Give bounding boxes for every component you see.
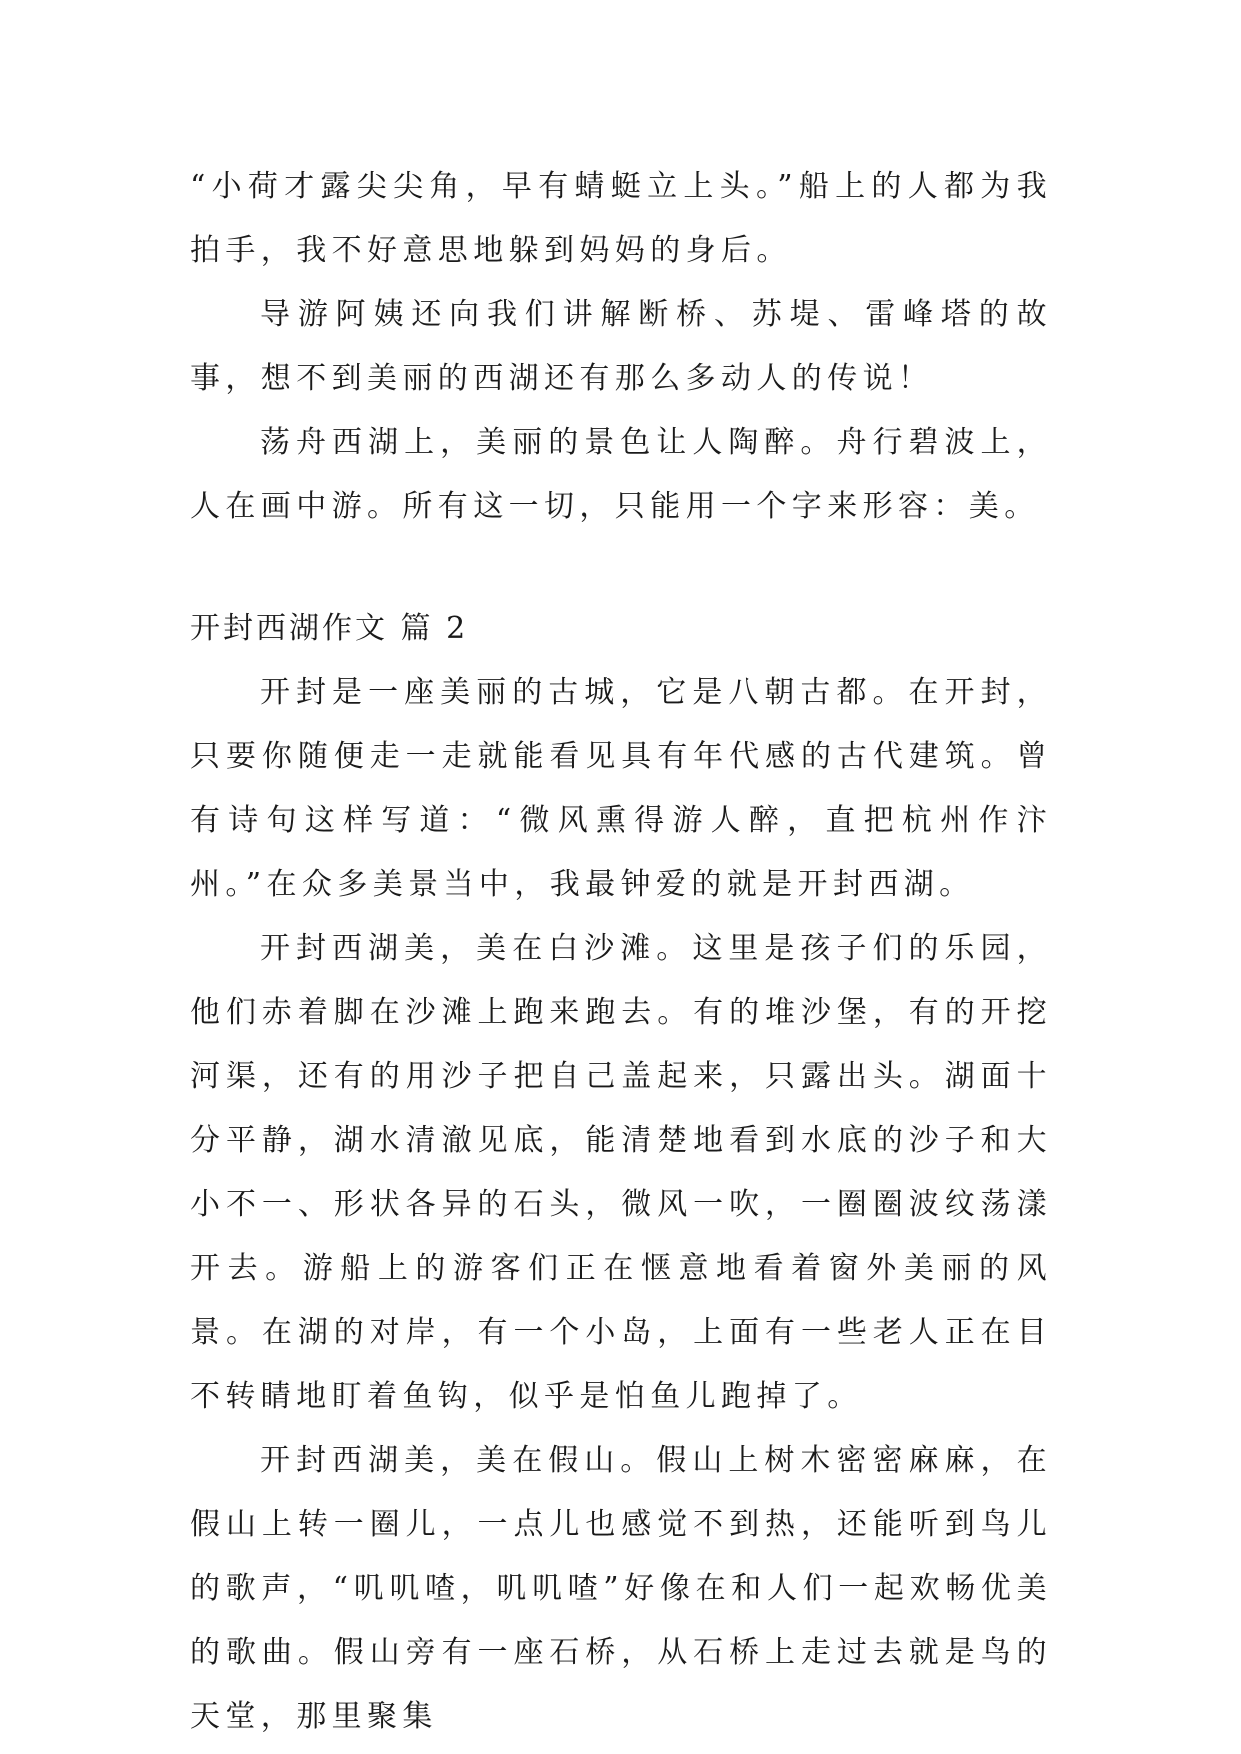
- paragraph-lotus-poem: “小荷才露尖尖角，早有蜻蜓立上头。”船上的人都为我拍手，我不好意思地躲到妈妈的身后。: [190, 169, 1052, 268]
- section-title: 开封西湖作文 篇 2: [190, 611, 469, 646]
- paragraph-boating: 荡舟西湖上，美丽的景色让人陶醉。舟行碧波上，人在画中游。所有这一切，只能用一个字来形容：美。: [190, 425, 1052, 524]
- paragraph-tour-guide: 导游阿姨还向我们讲解断桥、苏堤、雷峰塔的故事，想不到美丽的西湖还有那么多动人的传说！: [190, 297, 1052, 396]
- document-body: [190, 155, 1052, 1749]
- paragraph-ancient-city: 开封是一座美丽的古城，它是八朝古都。在开封，只要你随便走一走就能看见具有年代感的古代建筑。曾有诗句这样写道：“微风熏得游人醉，直把杭州作汴州。”在众多美景当中，我最钟爱的就是开封西湖。: [190, 675, 1052, 902]
- paragraph-rockery: 开封西湖美，美在假山。假山上树木密密麻麻，在假山上转一圈儿，一点儿也感觉不到热，还能听到鸟儿的歌声，“叽叽喳，叽叽喳”好像在和人们一起欢畅优美的歌曲。假山旁有一座石桥，从石桥上走过去就是鸟的天堂，那里聚集: [190, 1443, 1052, 1734]
- paragraph-white-beach: 开封西湖美，美在白沙滩。这里是孩子们的乐园，他们赤着脚在沙滩上跑来跑去。有的堆沙堡，有的开挖河渠，还有的用沙子把自己盖起来，只露出头。湖面十分平静，湖水清澈见底，能清楚地看到水底的沙子和大小不一、形状各异的石头，微风一吹，一圈圈波纹荡漾开去。游船上的游客们正在惬意地看着窗外美丽的风景。在湖的对岸，有一个小岛，上面有一些老人正在目不转睛地盯着鱼钩，似乎是怕鱼儿跑掉了。: [190, 931, 1052, 1414]
- section-spacer: [190, 539, 1052, 597]
